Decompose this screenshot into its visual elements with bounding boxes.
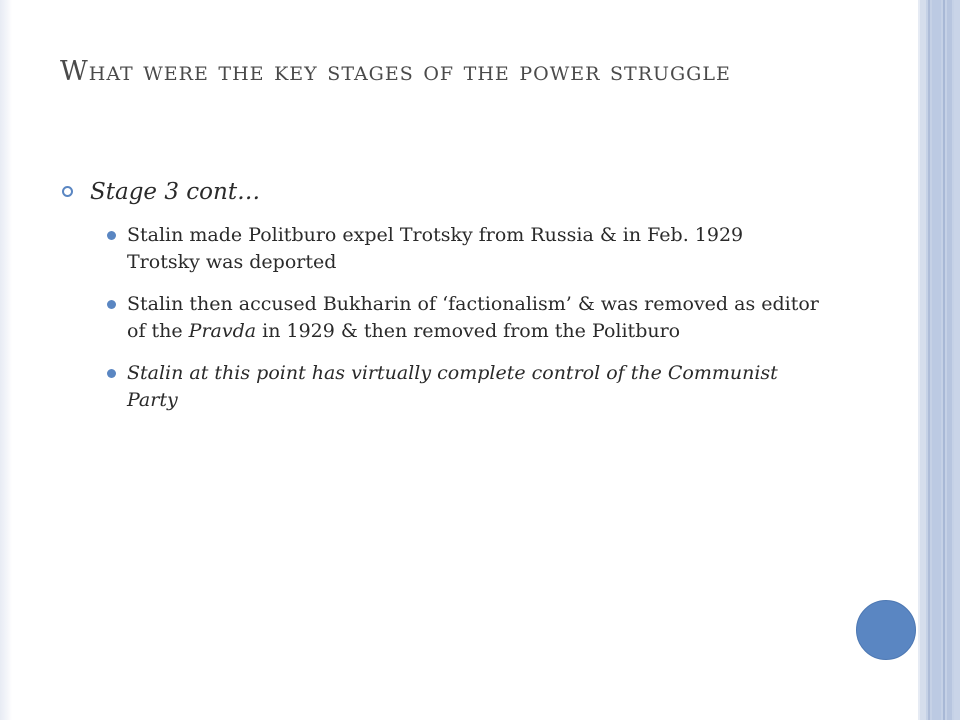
heading-text: Stage 3 cont…: [90, 179, 261, 205]
dot-bullet-icon: [107, 369, 116, 378]
bullet-item-3: [60, 360, 820, 414]
bullet-text-2b: in 1929 & then removed from the Politburo: [256, 320, 681, 342]
bullet-text-3: Stalin at this point has virtually complete control of the Communist Party: [127, 362, 778, 411]
heading-item: [60, 176, 820, 208]
bullet-text-2-emphasis: Pravda: [188, 320, 257, 342]
dot-bullet-icon: [107, 300, 116, 309]
ring-bullet-icon: [62, 186, 73, 197]
right-stripe-panel: [918, 0, 960, 720]
stripe: [947, 0, 952, 720]
stripe: [920, 0, 926, 720]
stripe: [928, 0, 930, 720]
slide-title: What were the key stages of the power struggle: [60, 56, 731, 87]
stripe: [943, 0, 945, 720]
dot-bullet-icon: [107, 231, 116, 240]
bullet-text-2a: Stalin then accused Bukharin of ‘factionalism’ & was removed as editor of the: [127, 293, 819, 342]
bullet-item-1: [60, 222, 820, 276]
circle-decoration-icon: [856, 600, 916, 660]
stripe: [932, 0, 941, 720]
left-edge-decoration: [0, 0, 12, 720]
bullet-item-2: [60, 291, 820, 345]
slide-body: [60, 176, 820, 429]
bullet-text-1: Stalin made Politburo expel Trotsky from Russia & in Feb. 1929 Trotsky was deported: [127, 224, 744, 273]
stripe: [954, 0, 960, 720]
